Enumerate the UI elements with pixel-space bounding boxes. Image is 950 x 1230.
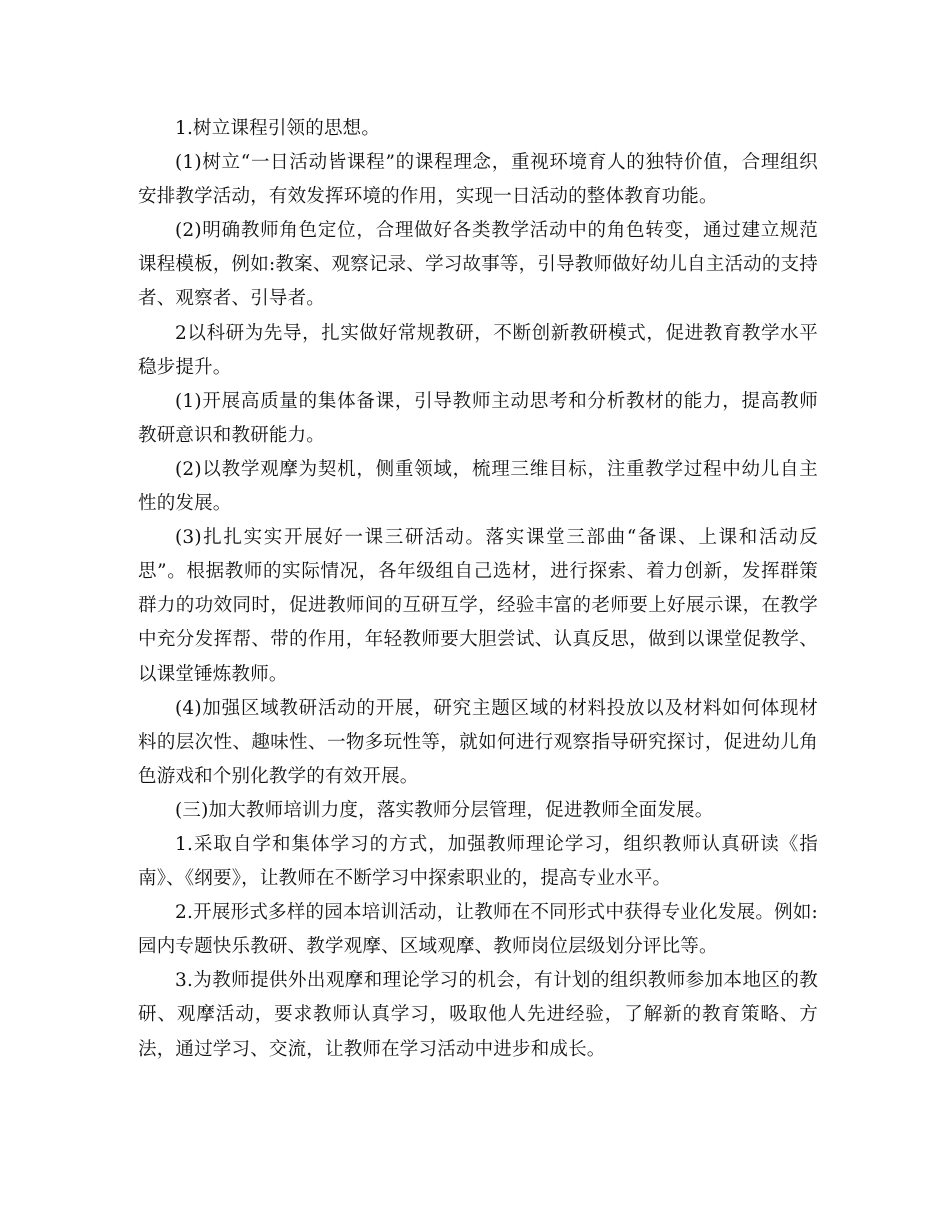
paragraph-12: 3.为教师提供外出观摩和理论学习的机会，有计划的组织教师参加本地区的教研、观摩活动，要求教师认真学习，吸取他人先进经验，了解新的教育策略、方法，通过学习、交流，让教师在学习活动中进步和成长。 bbox=[138, 970, 818, 1060]
paragraph-5: (1)开展高质量的集体备课，引导教师主动思考和分析教材的能力，提高教师教研意识和教研能力。 bbox=[138, 390, 818, 446]
paragraph-4: 2以科研为先导，扎实做好常规教研，不断创新教研模式，促进教育教学水平稳步提升。 bbox=[138, 322, 818, 378]
paragraph-6: (2)以教学观摩为契机，侧重领域，梳理三维目标，注重教学过程中幼儿自主性的发展。 bbox=[138, 458, 818, 515]
document-body bbox=[138, 112, 818, 1067]
paragraph-11: 2.开展形式多样的园本培训活动，让教师在不同形式中获得专业化发展。例如:园内专题快乐教研、教学观摩、区域观摩、教师岗位层级划分评比等。 bbox=[138, 902, 818, 958]
paragraph-1: 1.树立课程引领的思想。 bbox=[175, 118, 381, 139]
paragraph-2: (1)树立“一日活动皆课程”的课程理念，重视环境育人的独特价值，合理组织安排教学活动，有效发挥环境的作用，实现一日活动的整体教育功能。 bbox=[138, 152, 818, 208]
paragraph-3: (2)明确教师角色定位，合理做好各类教学活动中的角色转变，通过建立规范课程模板，例如:教案、观察记录、学习故事等，引导教师做好幼儿自主活动的支持者、观察者、引导者。 bbox=[138, 220, 818, 310]
paragraph-7: (3)扎扎实实开展好一课三研活动。落实课堂三部曲“备课、上课和活动反思”。根据教师的实际情况，各年级组自己选材，进行探索、着力创新，发挥群策群力的功效同时，促进教师间的互研互学，经验丰富的老师要上好展示课，在教学中充分发挥帮、带的作用，年轻教师要大胆尝试、认真反思，做到以课堂促教学、以课堂锤炼教师。 bbox=[138, 527, 818, 685]
paragraph-9: (三)加大教师培训力度，落实教师分层管理，促进教师全面发展。 bbox=[175, 799, 714, 821]
paragraph-10: 1.采取自学和集体学习的方式，加强教师理论学习，组织教师认真研读《指南》、《纲要》，让教师在不断学习中探索职业的，提高专业水平。 bbox=[138, 833, 818, 890]
paragraph-8: (4)加强区域教研活动的开展，研究主题区域的材料投放以及材料如何体现材料的层次性、趣味性、一物多玩性等，就如何进行观察指导研究探讨，促进幼儿角色游戏和个别化教学的有效开展。 bbox=[138, 697, 818, 787]
